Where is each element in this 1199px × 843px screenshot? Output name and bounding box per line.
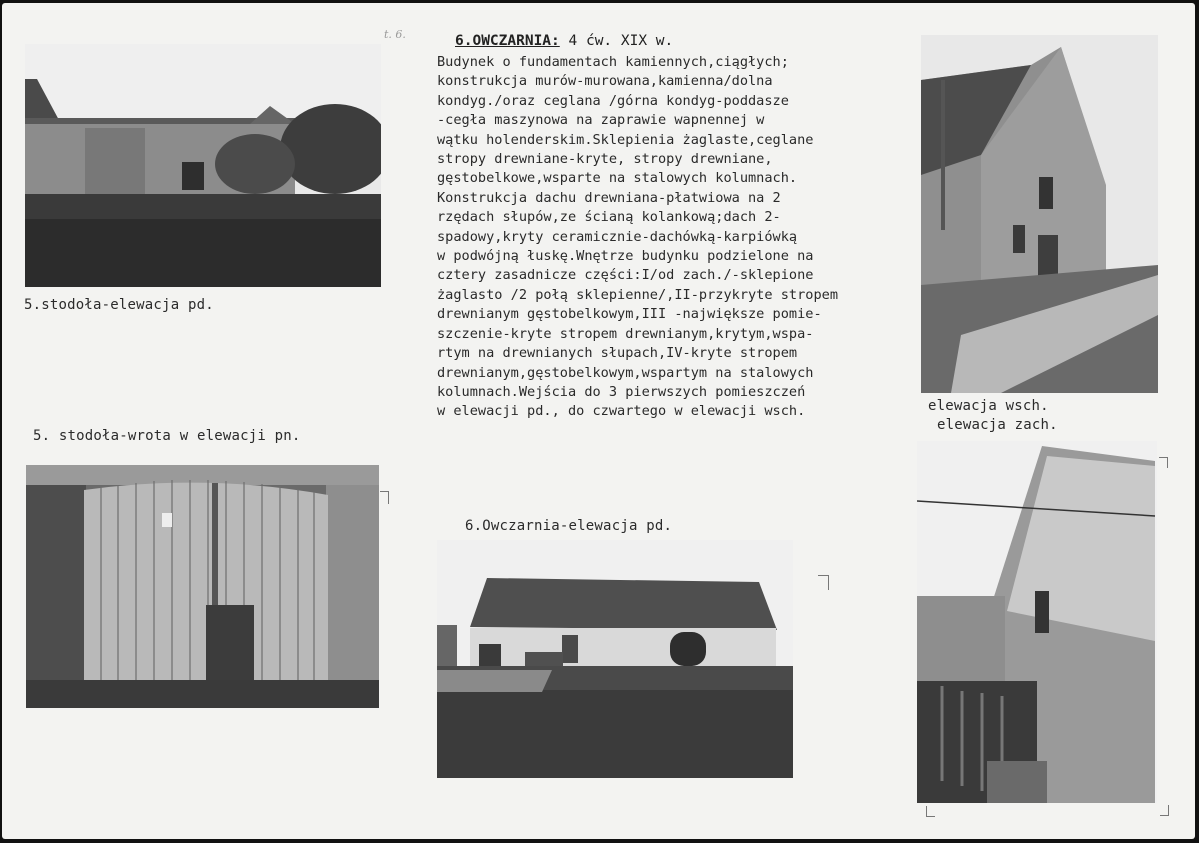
text-line: spadowy,kryty ceramicznie-dachówką-karpiówką [437,228,798,245]
photo-east-elevation [921,35,1158,393]
heading-title: 6.OWCZARNIA: [455,33,560,49]
photo-sheepfold-south [437,540,793,778]
caption-east-elevation: elewacja wsch. [928,398,1049,414]
text-line: -cegła maszynowa na zaprawie wapnennej w [437,112,765,129]
pencil-note: t. 6. [384,28,406,41]
text-line: rzędach słupów,ze ścianą kolankową;dach 2- [437,209,781,226]
crop-mark [1159,457,1168,468]
caption-sheepfold-south: 6.Owczarnia-elewacja pd. [465,518,673,534]
text-line: Konstrukcja dachu drewniana-płatwiowa na 2 [437,189,781,206]
crop-mark [380,491,389,504]
photo-west-elevation [917,441,1157,803]
text-line: wątku holenderskim.Sklepienia żaglaste,ceglane [437,131,814,148]
caption-barn-south: 5.stodoła-elewacja pd. [24,297,214,313]
crop-mark [1160,805,1169,816]
text-line: konstrukcja murów-murowana,kamienna/dolna [437,73,773,90]
text-line: stropy drewniane-kryte, stropy drewniane, [437,151,773,168]
photo-barn-south [25,44,381,287]
text-line: gęstobelkowe,wsparte na stalowych kolumnach. [437,170,798,187]
text-line: drewnianym,gęstobelkowym,wspartym na stalowych [437,364,814,381]
text-line: cztery zasadnicze części:I/od zach./-sklepione [437,267,814,284]
text-line: rtym na drewnianych słupach,IV-kryte stropem [437,345,798,362]
document-heading [455,33,673,49]
text-line: szczenie-kryte stropem drewnianym,krytym,wspa- [437,325,814,342]
text-line: drewnianym gęstobelkowym,III -największe pomie- [437,306,822,323]
heading-date: 4 ćw. XIX w. [568,33,674,49]
description-text [437,53,922,422]
text-line: żaglasto /2 połą sklepienne/,II-przykryte stropem [437,286,839,303]
caption-west-elevation: elewacja zach. [937,417,1058,433]
crop-mark [818,575,829,590]
text-line: kolumnach.Wejścia do 3 pierwszych pomieszczeń [437,383,806,400]
text-line: kondyg./oraz ceglana /górna kondyg-poddasze [437,92,789,109]
caption-barn-gate: 5. stodoła-wrota w elewacji pn. [33,428,301,444]
text-line: w elewacji pd., do czwartego w elewacji wsch. [437,403,806,420]
crop-mark [926,806,935,817]
text-line: Budynek o fundamentach kamiennych,ciągłych; [437,54,789,70]
text-line: w podwójną łuskę.Wnętrze budynku podzielone na [437,248,814,265]
photo-barn-gate [26,465,379,708]
